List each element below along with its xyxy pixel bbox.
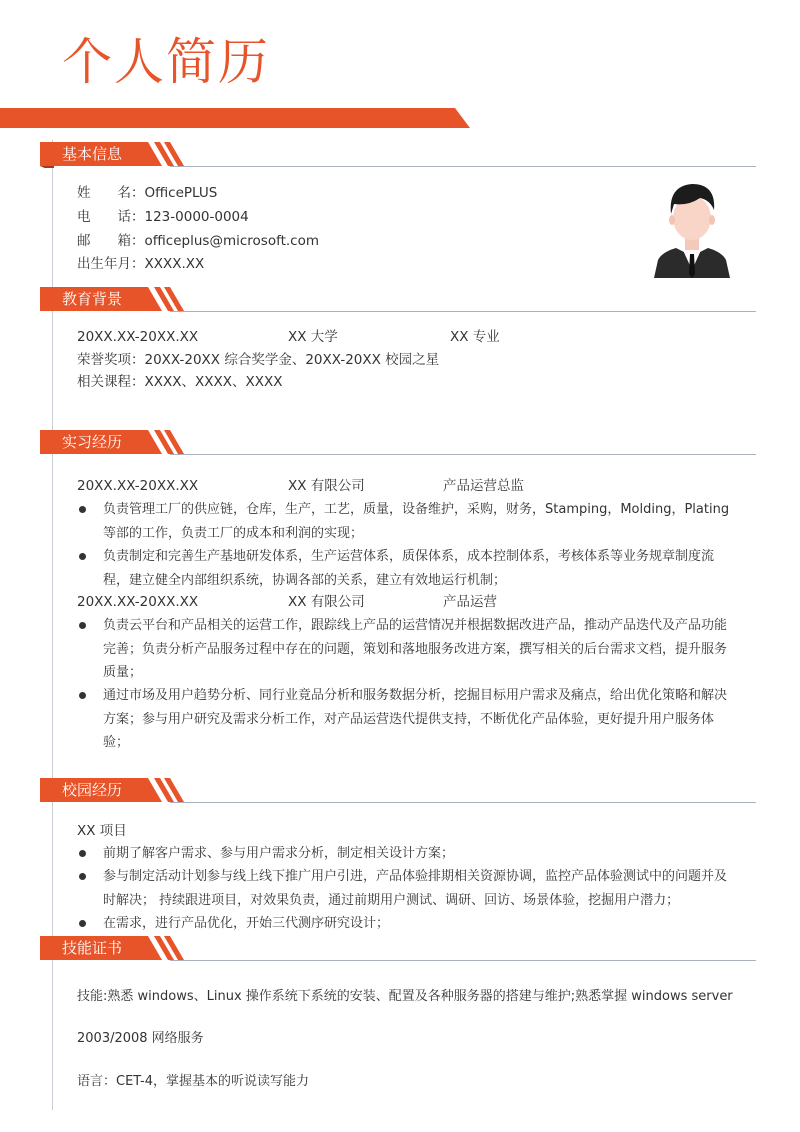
section-header-basic	[40, 140, 756, 168]
bullet-dot	[79, 873, 86, 880]
campus-project: XX 项目	[77, 823, 127, 839]
job-date: 20XX.XX-20XX.XX	[77, 478, 199, 494]
bullet-dot	[79, 622, 86, 629]
section-divider	[170, 166, 756, 167]
section-title: 基本信息	[62, 145, 123, 163]
user-avatar-icon	[652, 178, 732, 278]
list-item: 通过市场及用户趋势分析、同行业竟品分析和服务数据分析，挖掘目标用户需求及痛点，给出优化策略和解决方案；参与用户研究及需求分析工作，对产品运营迭代提供支持，不断优化产品体验，更好提升用户服务体验；	[103, 688, 728, 750]
job-role: 产品运营	[443, 594, 497, 610]
job-role: 产品运营总监	[443, 478, 524, 494]
section-divider	[170, 454, 756, 455]
job-date: 20XX.XX-20XX.XX	[77, 594, 199, 610]
name-field: 姓 名：OfficePLUS	[77, 185, 218, 201]
edu-date: 20XX.XX-20XX.XX	[77, 329, 199, 345]
bullet-dot	[79, 506, 86, 513]
bullet-dot	[79, 692, 86, 699]
birth-field: 出生年月：XXXX.XX	[77, 256, 205, 272]
list-item: 在需求，进行产品优化，开始三代测序研究设计；	[103, 916, 390, 931]
section-divider	[170, 802, 756, 803]
edu-honors: 荣誉奖项：20XX-20XX 综合奖学金、20XX-20XX 校园之星	[77, 352, 440, 368]
list-item: 负责管理工厂的供应链，仓库，生产，工艺，质量，设备维护，采购，财务，Stamping，Molding，Plating等部的工作，负责工厂的成本和利润的实现；	[103, 502, 730, 541]
job-company: XX 有限公司	[288, 594, 365, 610]
list-item: 前期了解客户需求、参与用户需求分析，制定相关设计方案；	[103, 846, 455, 861]
section-divider	[170, 311, 756, 312]
list-item: 参与制定活动计划参与线上线下推广用户引进，产品体验排期相关资源协调，监控产品体验测试中的问题并及时解决； 持续跟进项目，对效果负责，通过前期用户测试、调研、回访、场景体验，挖掘用户潜力；	[103, 869, 728, 908]
section-title: 校园经历	[62, 781, 123, 799]
job-company: XX 有限公司	[288, 478, 365, 494]
page-title: 个人简历	[62, 33, 270, 91]
list-item: 负责云平台和产品相关的运营工作，跟踪线上产品的运营情况并根据数据改进产品，推动产品迭代及产品功能完善；负责分析产品服务过程中存在的问题，策划和落地服务改进方案，撰写相关的后台需求文档，提升服务质量；	[103, 618, 728, 680]
edu-major: XX 专业	[450, 329, 500, 345]
edu-courses: 相关课程：XXXX、XXXX、XXXX	[77, 374, 283, 390]
bullet-dot	[79, 553, 86, 560]
list-item: 负责制定和完善生产基地研发体系，生产运营体系，质保体系，成本控制体系，考核体系等业务规章制度流程，建立健全内部组织系统，协调各部的关系，建立有效地运行机制；	[103, 549, 715, 588]
section-header-education	[40, 285, 756, 313]
section-header-skills	[40, 934, 756, 962]
language-line: 语言：CET-4，掌握基本的听说读写能力	[77, 1074, 310, 1089]
email-field: 邮 箱：officeplus@microsoft.com	[77, 233, 320, 249]
section-title: 教育背景	[62, 290, 123, 308]
skills-line: 技能:熟悉 windows、Linux 操作系统下系统的安装、配置及各种服务器的搭建与维护;熟悉掌握 windows server	[77, 989, 733, 1004]
section-header-campus	[40, 776, 756, 804]
section-title: 实习经历	[62, 433, 123, 451]
bullet-dot	[79, 850, 86, 857]
bullet-dot	[79, 920, 86, 927]
skills-line: 2003/2008 网络服务	[77, 1031, 204, 1046]
section-title: 技能证书	[62, 939, 123, 957]
edu-school: XX 大学	[288, 329, 338, 345]
section-divider	[170, 960, 756, 961]
top-banner-bar	[0, 0, 800, 132]
phone-field: 电 话：123-0000-0004	[77, 209, 249, 225]
section-header-internship	[40, 428, 756, 456]
